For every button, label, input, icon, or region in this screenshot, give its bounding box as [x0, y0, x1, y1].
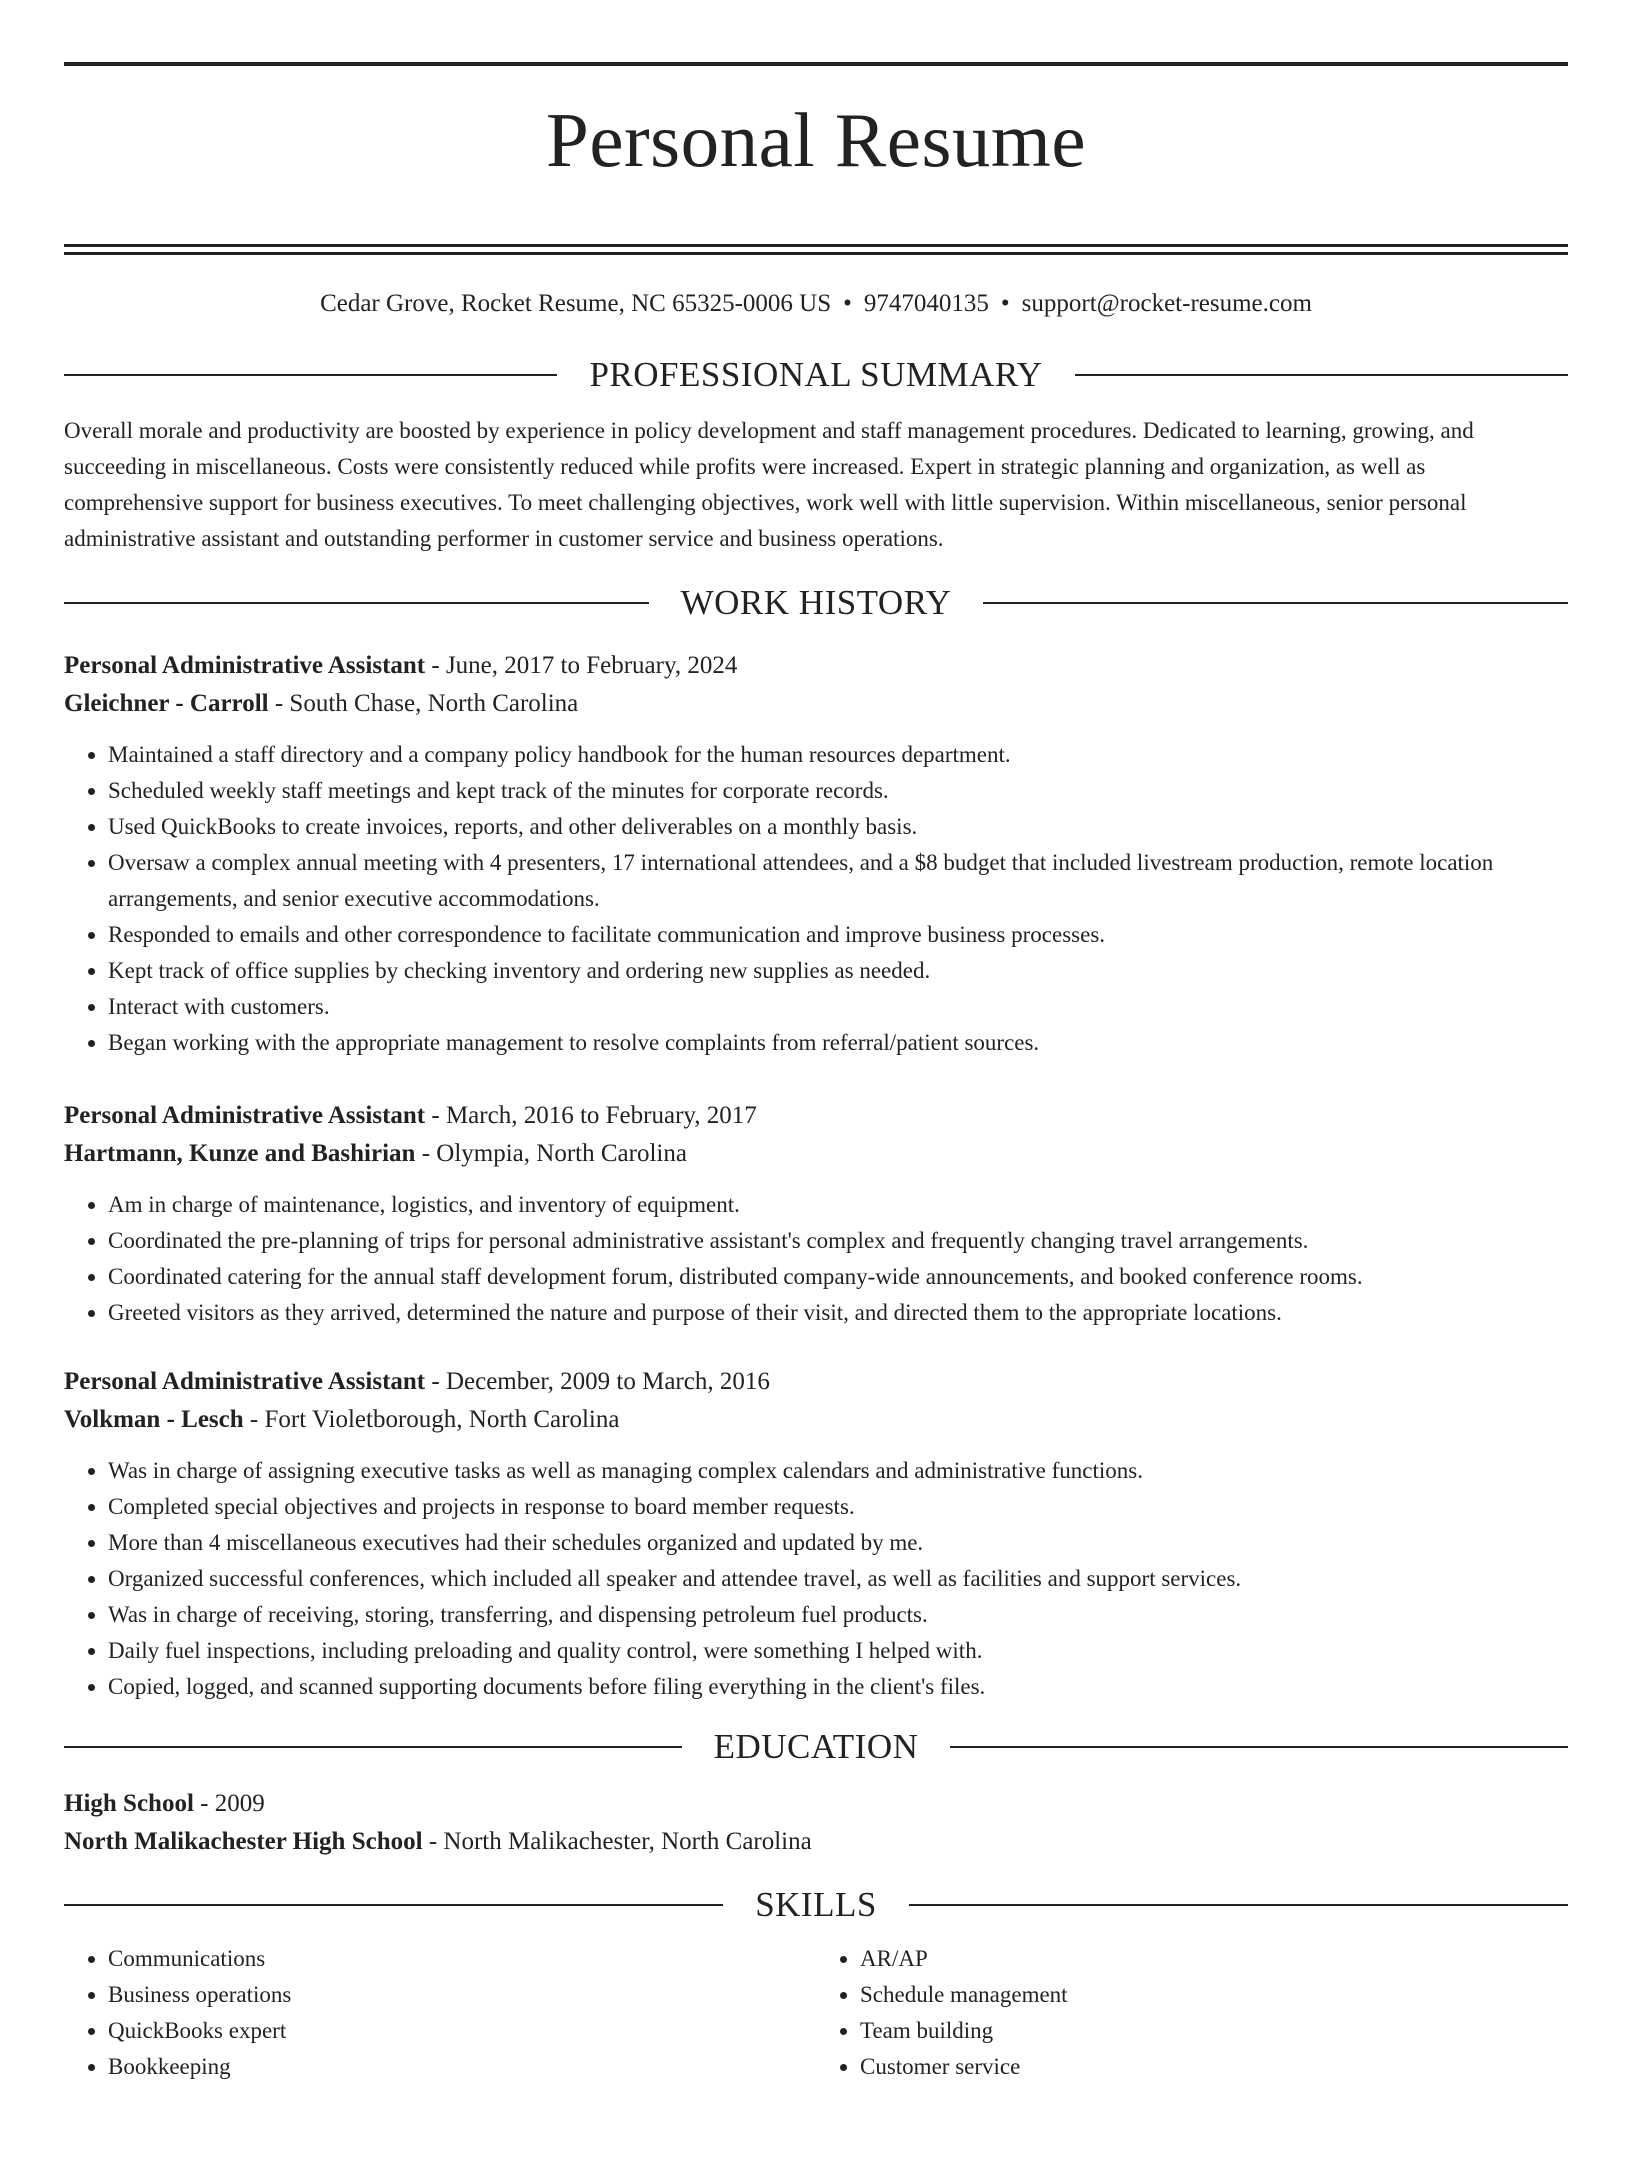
contact-address: Cedar Grove, Rocket Resume, NC 65325-0006 US: [320, 290, 832, 317]
heading-rule: [950, 1746, 1568, 1748]
list-item: • Greeted visitors as they arrived, determined the nature and purpose of their visit, and directed them to the appropriate locations.: [108, 1295, 1568, 1331]
education-location: - North Malikachester, North Carolina: [422, 1828, 812, 1855]
section-heading-education: [64, 1725, 1568, 1769]
page-title: Personal Resume: [546, 97, 1086, 183]
heading-rule: [909, 1904, 1568, 1906]
list-item: • Copied, logged, and scanned supporting documents before filing everything in the client's files.: [108, 1669, 1568, 1705]
job-company: Volkman - Lesch: [64, 1406, 244, 1433]
job-duties-list: [64, 1187, 1568, 1331]
section-heading-summary: [64, 353, 1568, 397]
job-dates: - June, 2017 to February, 2024: [425, 652, 738, 679]
job-title: Personal Administrative Assistant: [64, 1368, 426, 1395]
job-entry: [64, 1363, 1568, 1705]
list-item: • Maintained a staff directory and a company policy handbook for the human resources department.: [108, 737, 1568, 773]
skills-list-left: [64, 1941, 816, 2085]
job-org-line: [64, 1135, 1568, 1173]
job-dates: - March, 2016 to February, 2017: [425, 1102, 757, 1129]
job-location: - South Chase, North Carolina: [268, 690, 579, 717]
list-item: • Oversaw a complex annual meeting with 4 presenters, 17 international attendees, and a $8 budget that included livestream production, remote location arrangements, and senior executive accommodations.: [108, 845, 1568, 917]
contact-line: [64, 289, 1568, 319]
skill-item: • Team building: [860, 2013, 1568, 2049]
list-item: • Scheduled weekly staff meetings and kept track of the minutes for corporate records.: [108, 773, 1568, 809]
contact-email: support@rocket-resume.com: [1021, 290, 1312, 317]
double-rule: [64, 244, 1568, 255]
section-heading-skills: [64, 1883, 1568, 1927]
heading-rule: [1075, 374, 1568, 376]
job-location: - Olympia, North Carolina: [415, 1140, 687, 1167]
section-heading-label: WORK HISTORY: [680, 583, 952, 622]
heading-rule: [64, 602, 649, 604]
skill-item: • Communications: [108, 1941, 816, 1977]
list-item: • Daily fuel inspections, including preloading and quality control, were something I helped with.: [108, 1633, 1568, 1669]
resume-page: [0, 62, 1632, 2174]
skills-list-right: [816, 1941, 1568, 2085]
heading-rule: [983, 602, 1568, 604]
education-school: North Malikachester High School: [64, 1828, 423, 1855]
job-dates: - December, 2009 to March, 2016: [425, 1368, 770, 1395]
contact-phone: 9747040135: [863, 290, 989, 317]
job-duties-list: [64, 737, 1568, 1061]
contact-separator: •: [843, 290, 852, 317]
job-title-line: [64, 1363, 1568, 1401]
list-item: • Coordinated the pre-planning of trips for personal administrative assistant's complex and frequently changing travel arrangements.: [108, 1223, 1568, 1259]
list-item: • Was in charge of assigning executive tasks as well as managing complex calendars and administrative functions.: [108, 1453, 1568, 1489]
education-year: - 2009: [193, 1790, 265, 1817]
summary-text: Overall morale and productivity are boosted by experience in policy development and staff management procedures. Dedicated to learning, growing, and succeeding in miscellaneous. Costs were consistently reduced while profits were increased. Expert in strategic planning and organization, as well as comprehensive support for business executives. To meet challenging objectives, work well with little supervision. Within miscellaneous, senior personal administrative assistant and outstanding performer in customer service and business operations.: [64, 418, 1474, 551]
skill-item: • QuickBooks expert: [108, 2013, 816, 2049]
job-company: Hartmann, Kunze and Bashirian: [64, 1140, 416, 1167]
job-title: Personal Administrative Assistant: [64, 1102, 426, 1129]
job-entry: [64, 647, 1568, 1061]
heading-rule: [64, 1904, 723, 1906]
list-item: • Began working with the appropriate management to resolve complaints from referral/patient sources.: [108, 1025, 1568, 1061]
job-entry: [64, 1097, 1568, 1331]
top-rule: [64, 62, 1568, 66]
section-heading-label: SKILLS: [755, 1885, 877, 1924]
list-item: • Interact with customers.: [108, 989, 1568, 1025]
education-entry: [64, 1785, 1568, 1861]
skills-columns: [64, 1941, 1568, 2085]
job-title: Personal Administrative Assistant: [64, 652, 426, 679]
skill-item: • Business operations: [108, 1977, 816, 2013]
job-location: - Fort Violetborough, North Carolina: [243, 1406, 620, 1433]
heading-rule: [64, 1746, 682, 1748]
job-company: Gleichner - Carroll: [64, 690, 269, 717]
list-item: • Organized successful conferences, which included all speaker and attendee travel, as well as facilities and support services.: [108, 1561, 1568, 1597]
list-item: • Used QuickBooks to create invoices, reports, and other deliverables on a monthly basis.: [108, 809, 1568, 845]
job-title-line: [64, 647, 1568, 685]
education-degree: High School: [64, 1790, 194, 1817]
list-item: • Am in charge of maintenance, logistics, and inventory of equipment.: [108, 1187, 1568, 1223]
list-item: • Responded to emails and other correspondence to facilitate communication and improve business processes.: [108, 917, 1568, 953]
education-school-line: [64, 1823, 1568, 1861]
contact-separator: •: [1000, 290, 1010, 317]
skill-item: • Schedule management: [860, 1977, 1568, 2013]
list-item: • Kept track of office supplies by checking inventory and ordering new supplies as needed.: [108, 953, 1568, 989]
education-degree-line: [64, 1785, 1568, 1823]
list-item: • Completed special objectives and projects in response to board member requests.: [108, 1489, 1568, 1525]
job-org-line: [64, 1401, 1568, 1439]
skill-item: • AR/AP: [860, 1941, 1568, 1977]
section-heading-work-history: [64, 581, 1568, 625]
job-title-line: [64, 1097, 1568, 1135]
section-heading-label: EDUCATION: [713, 1727, 919, 1766]
section-heading-label: PROFESSIONAL SUMMARY: [589, 355, 1043, 394]
skill-item: • Customer service: [860, 2049, 1568, 2085]
list-item: • Was in charge of receiving, storing, transferring, and dispensing petroleum fuel products.: [108, 1597, 1568, 1633]
list-item: • More than 4 miscellaneous executives had their schedules organized and updated by me.: [108, 1525, 1568, 1561]
list-item: • Coordinated catering for the annual staff development forum, distributed company-wide announcements, and booked conference rooms.: [108, 1259, 1568, 1295]
heading-rule: [64, 374, 557, 376]
job-duties-list: [64, 1453, 1568, 1705]
skill-item: • Bookkeeping: [108, 2049, 816, 2085]
job-org-line: [64, 685, 1568, 723]
